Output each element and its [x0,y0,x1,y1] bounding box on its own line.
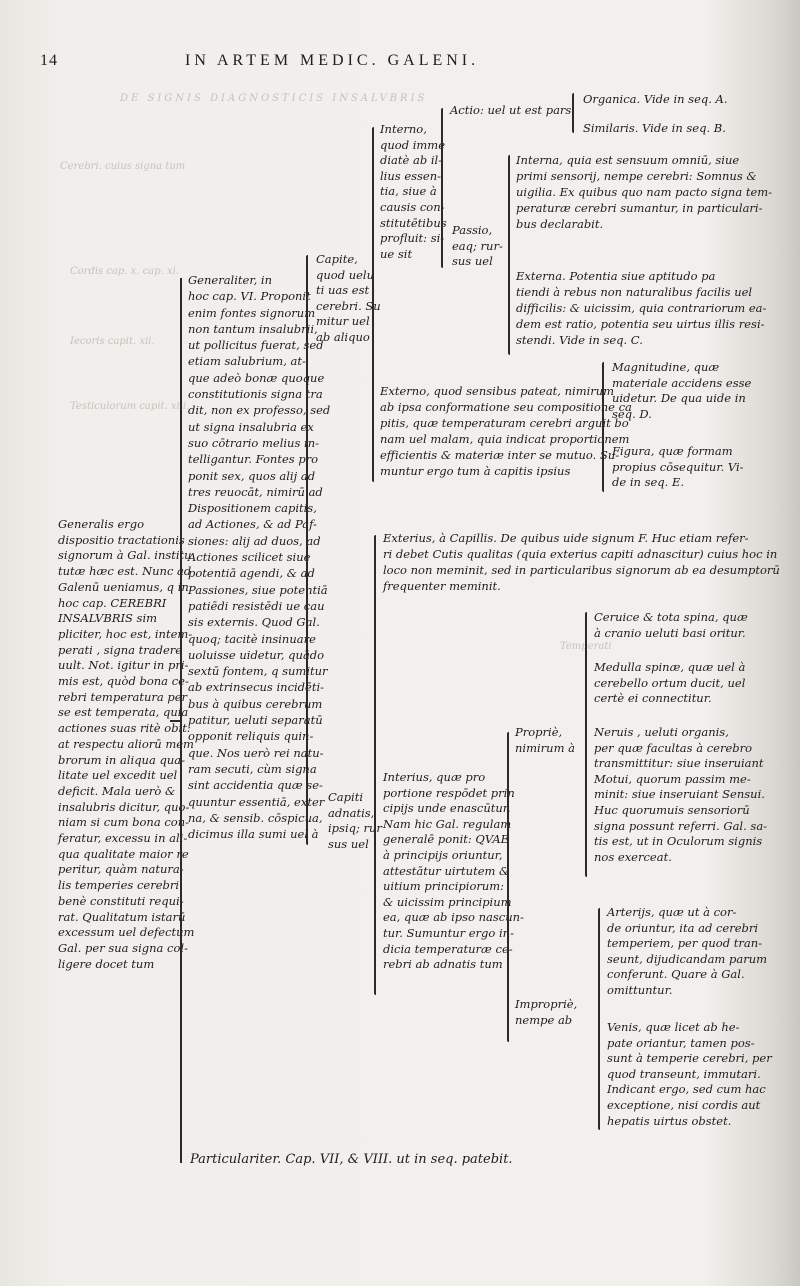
generaliter-line: ab extrinsecus incidēti- [188,680,325,695]
root-line: qua qualitate maior re [58,846,189,861]
root-line: rat. Qualitatum istarū [58,909,186,924]
ceruice-line: à cranio ueluti basi oritur. [594,625,746,640]
interius-line: attestātur uirtutem & [383,863,510,878]
passio-block [452,223,503,270]
exterius-line: ri debet Cutis qualitas (quia exterius capiti adnascitur) cuius hoc in [383,547,778,561]
interius-line: portione respōdet prin [383,785,515,800]
generaliter-line: siones: alij ad duos, ad [188,533,321,548]
bleed-through-line: Iecoris capit. xii. [70,336,155,347]
interno-line: causis con- [380,199,445,214]
neruis-line: Huc quorumuis sensoriorū [594,802,750,817]
root-line: peritur, quàm natura- [58,862,184,877]
root-line: at respectu aliorū mem [58,736,194,751]
capite-line: Capite, [316,252,358,266]
externo-line: Externo, quod sensibus pateat, nimirum [380,384,615,398]
interna-line: primi sensorij, nempe cerebri: Somnus & [516,169,757,183]
medulla-block [594,660,745,707]
capite-line: cerebri. Su [316,298,381,313]
externa-block [516,268,766,348]
generaliter-block [188,272,330,842]
root-line: mis est, quòd bona ce- [58,674,189,689]
bleed-through-line: Temperati [560,641,612,652]
interno-line: quod imme [380,137,446,152]
particulariter-label: Particulariter. Cap. VII, & VIII. ut in seq. patebit. [190,1152,513,1167]
bleed-through-line: Cordis cap. x. cap. xi. [70,266,180,277]
interno-externo-brace [372,127,374,482]
passio-line: sus uel [452,254,493,269]
bleed-through-line: Testiculorum capit. xiii. [70,401,190,412]
interna-line: peraturæ cerebri sumantur, in particulari- [516,201,763,215]
generaliter-line: patiēdi resistēdi ue cau [188,598,325,613]
capite-line: quod uelu [316,267,375,282]
generaliter-line: constitutionis signa tra [188,387,323,402]
externa-line: tiendi à rebus non naturalibus facilis uel [516,285,753,299]
actio-label: Actio: uel ut est pars [450,103,572,117]
proprie-line: nimirum à [515,740,575,755]
generaliter-line: sis externis. Quod Gal. [188,615,320,630]
root-line: feratur, excessu in ali- [58,831,188,846]
generaliter-line: Generaliter, in [188,273,272,287]
externo-block [380,383,632,479]
medulla-line: cerebello ortum ducit, uel [594,675,746,690]
figura-line: de in seq. E. [612,475,684,490]
interius-line: & uicissim principium [383,894,512,909]
interius-line: generalē ponit: QVAE [383,832,510,847]
generaliter-line: que adeò bonæ quoque [188,370,325,385]
capite-line: mitur uel [316,314,370,329]
capite-line: ti uas est [316,283,370,298]
capiti-line: Capiti [328,790,363,804]
generaliter-line: na, & sensib. cōspicua, [188,810,323,825]
arterijs-line: omittuntur. [607,982,673,997]
magnitudine-line: materiale accidens esse [612,375,752,390]
generaliter-line: ut pollicitus fuerat, sed [188,338,324,353]
running-title: IN ARTEM MEDIC. GALENI. [185,52,480,69]
generaliter-line: patitur, ueluti separatū [188,713,323,728]
proprie-sub-brace [585,612,587,877]
interius-block [383,770,524,973]
root-line: insalubris dicitur, quo- [58,799,190,814]
generaliter-line: non tantum insalubrii, [188,321,318,336]
ceruice-block [594,610,748,641]
externa-line: dem est ratio, potentia seu uirtus illis resi- [516,317,765,331]
interno-line: Interno, [380,122,427,136]
root-line: dispositio tractationis [58,532,185,547]
interno-line: tia, siue à [380,184,437,199]
exterius-line: Exterius, à Capillis. De quibus uide signum F. Huc etiam refer- [383,531,749,545]
generaliter-line: enim fontes signorum [188,305,316,320]
generaliter-line: sint accidentia quæ se- [188,778,323,793]
venis-line: exceptione, nisi cordis aut [607,1097,761,1112]
externo-line: muntur ergo tum à capitis ipsius [380,464,571,478]
magnitudine-block [612,360,751,422]
capiti-line: adnatis, [328,805,375,820]
medulla-line: certè ei connectitur. [594,691,712,706]
root-line: uult. Not. igitur in pri- [58,658,189,673]
proprie-improprie-brace [507,732,509,1042]
root-line: hoc cap. CEREBRI [58,595,167,610]
interno-line: stitutētibus [380,215,447,230]
venis-line: pate oriantur, tamen pos- [607,1035,755,1050]
interno-line: lius essen- [380,168,442,183]
improprie-line: Impropriè, [515,997,578,1011]
venis-line: sunt à temperie cerebri, per [607,1051,772,1066]
interno-line: ue sit [380,246,413,261]
proprie-block [515,725,575,756]
venis-line: hepatis uirtus obstet. [607,1113,732,1128]
arterijs-line: seunt, dijudicandam parum [607,951,768,966]
root-line: lis temperies cerebri [58,878,180,893]
neruis-line: Neruis , ueluti organis, [594,725,729,739]
figura-line: Figura, quæ formam [612,444,733,458]
generaliter-line: que. Nos uerò rei natu- [188,745,324,760]
generaliter-line: Actiones scilicet siue [188,550,311,565]
interius-line: uitium principiorum: [383,879,505,894]
externo-line: efficientis & materiæ inter se mutuo. Su- [380,448,620,462]
brace-connector [170,720,182,722]
generaliter-line: bus à quibus cerebrum [188,696,323,711]
generaliter-line: hoc cap. VI. Proponit [188,289,311,304]
interius-line: ea, quæ ab ipso nascun- [383,910,524,925]
venis-line: Indicant ergo, sed cum hac [607,1082,766,1097]
neruis-line: transmittitur: siue inseruiant [594,756,764,771]
arterijs-line: temperiem, per quod tran- [607,936,762,951]
bleed-through-line: Cerebri. cuius signa tum [60,161,186,172]
neruis-line: tis est, ut in Oculorum signis [594,834,763,849]
organica-label: Organica. Vide in seq. A. [583,92,728,106]
venis-block [607,1020,772,1129]
interno-line: diatè ab il- [380,153,443,168]
generaliter-line: sextū fontem, q sumitur [188,664,328,679]
root-line: niam si cum bona con- [58,815,190,830]
exterius-interius-brace [374,535,376,995]
interius-line: cipijs unde enascūtur. [383,801,511,816]
magnitudine-line: Magnitudine, quæ [612,360,720,374]
capiti-line: sus uel [328,836,369,851]
root-line: perati , signa tradere [58,642,183,657]
improprie-sub-brace [598,908,600,1130]
neruis-line: signa possunt referri. Gal. sa- [594,818,768,833]
actio-passio-brace [441,108,443,268]
interius-line: tur. Sumuntur ergo in- [383,925,514,940]
generaliter-line: quuntur essentiā, exter [188,794,325,809]
root-line: rebri temperatura per [58,689,188,704]
root-line: INSALVBRIS sim [58,611,158,626]
exterius-line: frequenter meminit. [383,579,501,593]
improprie-block [515,997,577,1028]
generaliter-line: dicimus illa sumi uel à [188,827,319,842]
root-line: benè constituti requi- [58,893,184,908]
generaliter-line: telligantur. Fontes pro [188,452,319,467]
capite-block [316,252,381,346]
generaliter-line: uoluisse uidetur, quādo [188,647,325,662]
exterius-line: loco non meminit, sed in particularibus signorum ab ea desumptorū [383,563,780,577]
root-line: pliciter, hoc est, intem- [58,626,193,641]
figura-block [612,444,744,491]
neruis-line: per quæ facultas à cerebro [594,740,753,755]
externo-line: ab ipsa conformatione seu compositione ca [380,400,632,414]
passio-line: Passio, [452,223,493,237]
magnitudine-line: seq. D. [612,406,652,421]
neruis-line: nos exerceat. [594,849,672,864]
generaliter-line: quoq; tacitè insinuare [188,631,316,646]
root-line: Galenū ueniamus, q in [58,579,189,594]
root-generalis [58,517,194,972]
organica-brace [572,93,574,133]
root-line: signorum à Gal. institu [58,548,192,563]
arterijs-line: Arterijs, quæ ut à cor- [607,905,737,919]
interna-externa-brace [508,155,510,355]
neruis-line: Motui, quorum passim me- [594,771,751,786]
generaliter-line: dit, non ex professo, sed [188,403,331,418]
generaliter-line: opponit reliquis quin- [188,729,314,744]
root-line: deficit. Mala uerò & [58,783,176,798]
externa-line: Externa. Potentia siue aptitudo pa [516,269,716,283]
arterijs-line: de oriuntur, ita ad cerebri [607,920,759,935]
generaliter-line: potentiā agendi, & ad [188,566,315,581]
venis-line: quod transeunt, immutari. [607,1066,761,1081]
root-line: brorum in aliqua qua- [58,752,185,767]
capiti-line: ipsiq; rur [328,821,382,836]
page-number: 14 [40,52,58,69]
proprie-line: Propriè, [515,725,563,739]
root-line: Generalis ergo [58,517,145,531]
venis-line: Venis, quæ licet ab he- [607,1020,740,1034]
generaliter-line: ad Actiones, & ad Paf- [188,517,317,532]
generaliter-line: ponit sex, quos alij ad [188,468,316,483]
passio-line: eaq; rur- [452,238,503,253]
magnitudine-line: uidetur. De qua uide in [612,391,746,406]
interius-line: dicia temperaturæ ce- [383,941,513,956]
improprie-line: nempe ab [515,1012,573,1027]
interna-line: bus declarabit. [516,217,604,231]
root-line: ligere docet tum [58,956,155,971]
similaris-label: Similaris. Vide in seq. B. [583,121,726,135]
externo-line: nam uel malam, quia indicat proportionem [380,432,630,446]
root-line: se est temperata, quia [58,705,189,720]
interno-block [380,122,447,262]
externa-line: difficilis: & uicissim, quia contrariorum ea- [516,301,767,315]
interius-line: Interius, quæ pro [383,770,486,784]
externa-line: stendi. Vide in seq. C. [516,333,643,347]
generaliter-line: etiam salubrium, at- [188,354,306,369]
bleed-through-line: DE SIGNIS DIAGNOSTICIS INSALVBRIS [120,93,428,104]
arterijs-block [607,905,767,999]
interius-line: à principijs oriuntur, [383,847,503,862]
figura-line: propius cōsequitur. Vi- [612,459,744,474]
medulla-line: Medulla spinæ, quæ uel à [594,660,746,674]
exterius-block [383,530,780,594]
root-line: litate uel excedit uel [58,768,178,783]
neruis-block [594,725,767,865]
interna-block [516,152,772,232]
root-line: excessum uel defectum [58,925,195,940]
magnitudine-figura-brace [602,362,604,492]
interna-line: uigilia. Ex quibus quo nam pacto signa tem- [516,185,773,199]
root-line: tutæ hæc est. Nunc ad [58,564,192,579]
root-line: Gal. per sua signa col- [58,940,188,955]
generaliter-line: Dispositionem capitis, [188,501,317,516]
interna-line: Interna, quia est sensuum omniū, siue [516,153,740,167]
generaliter-line: ram secuti, cùm signa [188,761,317,776]
interius-line: Nam hic Gal. regulam [383,816,512,831]
capite-line: ab aliquo [316,329,370,344]
interius-line: rebri ab adnatis tum [383,957,503,972]
generaliter-line: ut signa insalubria ex [188,419,314,434]
generaliter-line: tres reuocāt, nimirū ad [188,484,323,499]
generaliter-line: Passiones, siue potentiā [188,582,328,597]
interno-line: profluit: si- [380,231,445,246]
generaliter-line: suo cōtrario melius in- [188,435,319,450]
ceruice-line: Ceruice & tota spina, quæ [594,610,748,624]
externo-line: pitis, quæ temperaturam cerebri arguit bo [380,416,629,430]
neruis-line: minit: siue inseruiant Sensui. [594,787,765,802]
arterijs-line: conferunt. Quare à Gal. [607,967,745,982]
root-line: actiones suas ritè obit: [58,721,191,736]
capite-capiti-brace [306,255,308,845]
